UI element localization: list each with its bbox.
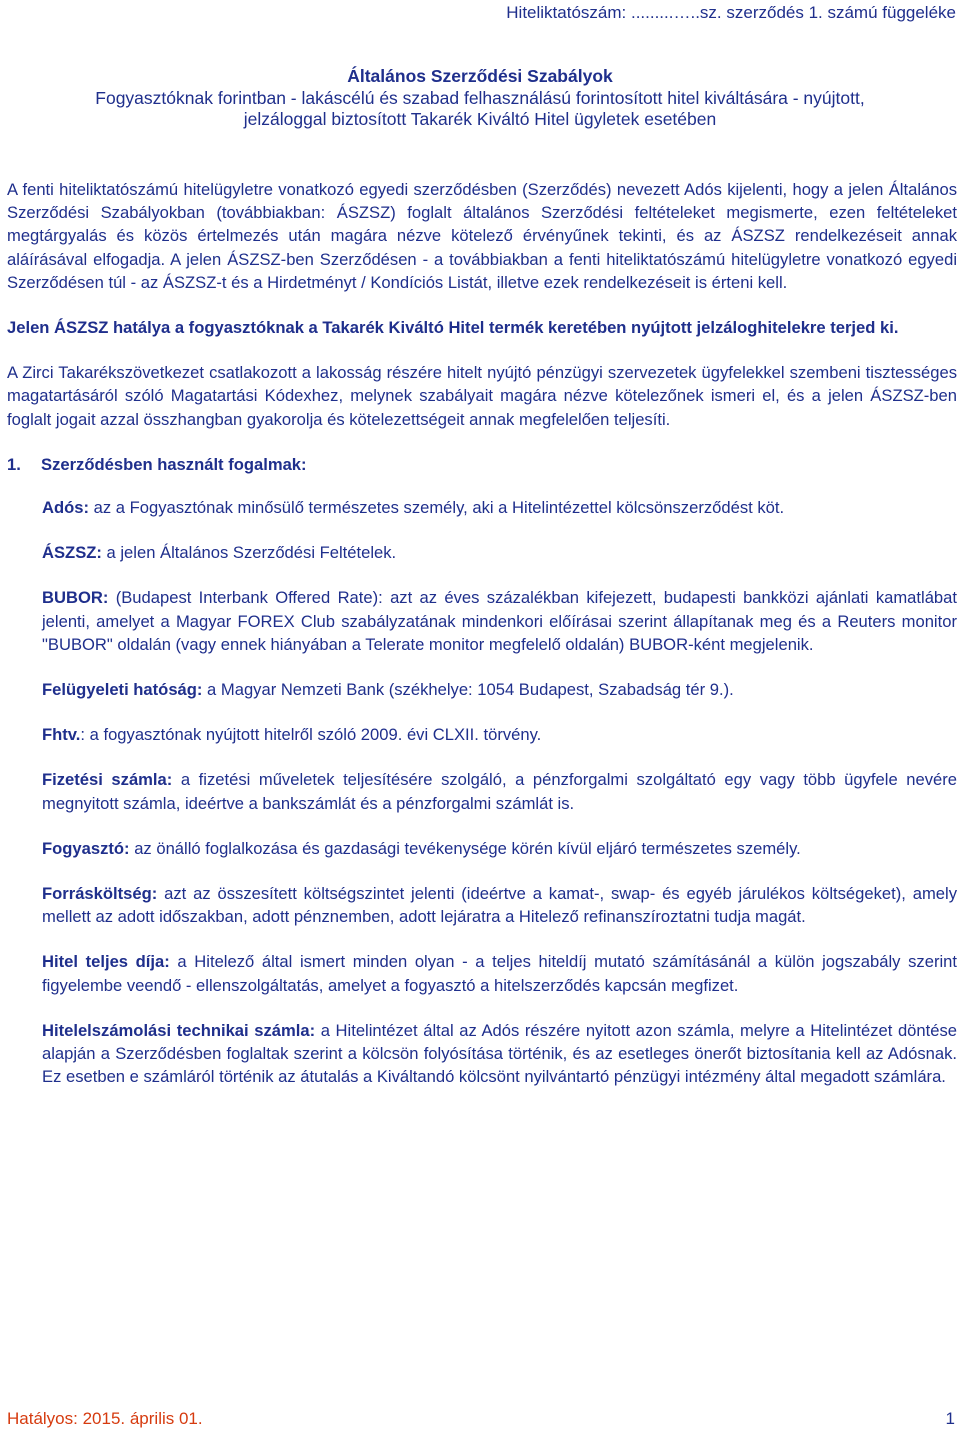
definition-term: Fizetési számla:	[42, 770, 173, 790]
page-number: 1	[945, 1409, 955, 1428]
definition-bubor	[42, 586, 957, 656]
definition-term: Adós:	[42, 498, 90, 518]
definition-fogyaszto	[42, 837, 957, 860]
section-heading	[7, 453, 957, 476]
section-number: 1.	[7, 454, 21, 474]
document-subtitle-line-1: Fogyasztóknak forintban - lakáscélú és szabad felhasználású forintosított hitel kiváltására - nyújtott,	[95, 87, 865, 108]
scope-paragraph: Jelen ÁSZSZ hatálya a fogyasztóknak a Takarék Kiváltó Hitel termék keretében nyújtott jelzáloghitelekre terjed ki.	[7, 318, 899, 338]
definition-term: Felügyeleti hatóság:	[42, 680, 203, 700]
definition-adós	[42, 496, 957, 519]
definition-hitel-teljes-dija	[42, 950, 957, 996]
document-title-block	[0, 66, 960, 131]
definition-term: Hitelelszámolási technikai számla:	[42, 1020, 316, 1040]
effective-date: Hatályos: 2015. április 01.	[7, 1409, 203, 1428]
definition-text: (Budapest Interbank Offered Rate): azt az éves százalékban kifejezett, budapesti bankközi ajánlati kamatlábat jelenti, amelyet a Magyar FOREX Club szabályzatának mindenkori előírásai szerint állapítanak meg és a Reuters monitor "BUBOR" oldalán (vagy ennek hiányában a Telerate monitor megfelelő oldalán) BUBOR-ként megjelenik.	[42, 588, 957, 654]
definition-text: a fizetési műveletek teljesítésére szolgáló, a pénzforgalmi szolgáltató egy vagy több ügyfele nevére megnyitott számla, ideértve a bankszámlát és a pénzforgalmi számlát is.	[42, 770, 957, 813]
definition-term: BUBOR:	[42, 588, 109, 608]
definition-text: a Hitelintézet által az Adós részére nyitott azon számla, melyre a Hitelintézet döntése alapján a Szerződésben foglaltak szerint a kölcsön folyósítása történik, és az esetleges önerőt biztosítania kell az Adósnak. Ez esetben e számláról történik az átutalás a Kiváltandó kölcsönt nyilvántartó pénzügyi intézmény által megadott számlára.	[42, 1020, 957, 1087]
document-subtitle-line-2: jelzáloggal biztosított Takarék Kiváltó Hitel ügyletek esetében	[243, 109, 717, 129]
definition-forraskoltseg	[42, 882, 957, 928]
definition-text: a jelen Általános Szerződési Feltételek.	[101, 543, 397, 563]
definition-aszsz	[42, 541, 957, 564]
document-reference: Hiteliktatószám: .........…..sz. szerződés 1. számú függeléke	[506, 3, 956, 22]
definition-text: : a fogyasztónak nyújtott hitelről szóló 2009. évi CLXII. törvény.	[80, 725, 542, 745]
definition-term: Forrásköltség:	[42, 884, 158, 904]
definition-term: Fogyasztó:	[42, 838, 130, 858]
definition-text: a Magyar Nemzeti Bank (székhelye: 1054 Budapest, Szabadság tér 9.).	[202, 680, 734, 700]
code-of-conduct-paragraph: A Zirci Takarékszövetkezet csatlakozott a lakosság részére hitelt nyújtó pénzügyi szervezetek ügyfelekkel szembeni tisztességes magatartásáról szóló Magatartási Kódexhez, melynek szabályait magára nézve kötelezőnek ismeri el, és a jelen ÁSZSZ-ben foglalt jogait azzal összhangban gyakorolja és kötelezettségeit annak megfelelően teljesíti.	[7, 363, 957, 429]
section-title: Szerződésben használt fogalmak:	[41, 454, 307, 474]
definition-term: Hitel teljes díja:	[42, 952, 170, 972]
definition-text: az a Fogyasztónak minősülő természetes személy, aki a Hitelintézettel kölcsönszerződést köt.	[89, 498, 785, 518]
document-body	[7, 178, 957, 1110]
definition-text: az önálló foglalkozása és gazdasági tevékenysége körén kívül eljáró természetes személy.	[129, 838, 801, 858]
definition-term: Fhtv.	[42, 725, 81, 745]
definition-fizetesi-szamla	[42, 768, 957, 814]
definition-text: azt az összesített költségszintet jelenti (ideértve a kamat-, swap- és egyéb járulékos költségeket), amely mellett az adott időszakban, adott pénznemben, adott lejáratra a Hitelező refinanszíroztatni tudja magát.	[42, 884, 957, 927]
definition-text: a Hitelező által ismert minden olyan - a teljes hiteldíj mutató számításánál a külön jogszabály szerint figyelembe veendő - ellenszolgáltatás, amelyet a fogyasztó a hitelszerződés kapcsán megfizet.	[42, 952, 957, 995]
document-title: Általános Szerződési Szabályok	[347, 66, 613, 86]
definition-term: ÁSZSZ:	[42, 543, 102, 563]
definition-hitelelszamolasi-szamla	[42, 1019, 957, 1089]
definition-fhtv	[42, 723, 957, 746]
definition-felugyeleti-hatosag	[42, 678, 957, 701]
intro-paragraph: A fenti hiteliktatószámú hitelügyletre vonatkozó egyedi szerződésben (Szerződés) nevezett Adós kijelenti, hogy a jelen Általános Szerződési Szabályokban (továbbiakban: ÁSZSZ) foglalt általános Szerződési feltételeket megismerte, ezen feltételeket megtárgyalás és közös értelmezés után magára nézve kötelező érvényűnek tekinti, és az ÁSZSZ rendelkezéseit annak aláírásával elfogadja. A jelen ÁSZSZ-ben Szerződésen - a továbbiakban a fenti hiteliktatószámú hitelügyletre vonatkozó egyedi Szerződésen túl - az ÁSZSZ-t és a Hirdetményt / Kondíciós Listát, illetve ezek rendelkezéseit is érteni kell.	[7, 180, 957, 292]
